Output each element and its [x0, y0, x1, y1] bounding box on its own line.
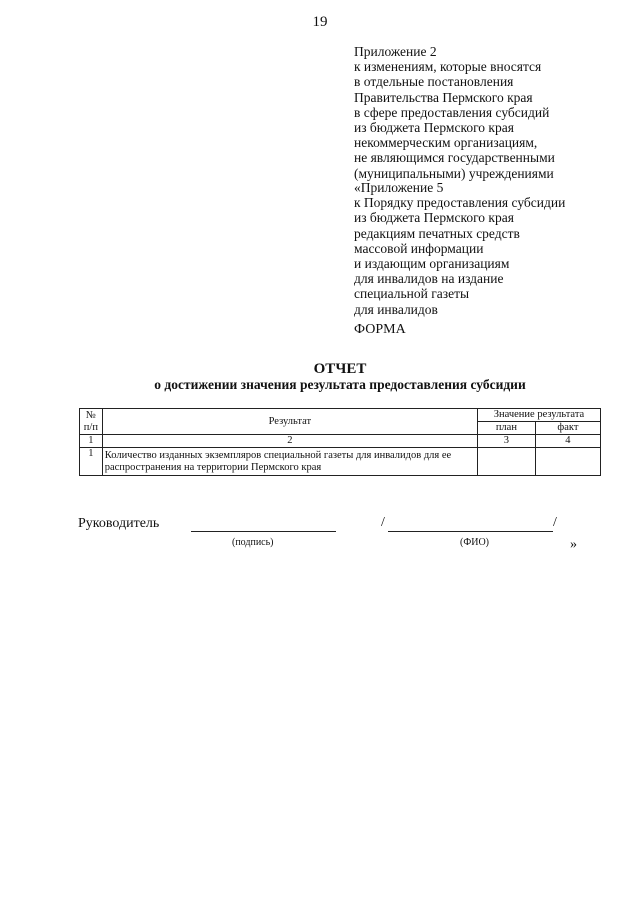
appendix-5-line: для инвалидов	[354, 301, 438, 317]
appendix-5-line: специальной газеты	[354, 286, 470, 302]
appendix-5-line: к Порядку предоставления субсидии	[354, 195, 566, 211]
appendix-2-line: Правительства Пермского края	[354, 89, 533, 105]
column-number: 4	[535, 435, 600, 448]
header-value-group: Значение результата	[477, 409, 600, 422]
appendix-2-line: не являющимся государственными	[354, 150, 555, 166]
column-number: 2	[102, 435, 477, 448]
name-slash-left: /	[381, 515, 385, 530]
table-row	[80, 448, 601, 476]
header-number: № п/п	[80, 409, 103, 435]
table-header-row	[80, 409, 601, 422]
appendix-2-line: из бюджета Пермского края	[354, 120, 514, 136]
appendix-2-line: в отдельные постановления	[354, 74, 514, 90]
report-table	[79, 408, 601, 476]
column-number: 1	[80, 435, 103, 448]
row-plan-cell	[477, 448, 535, 476]
row-fact-cell	[535, 448, 600, 476]
appendix-2-line: в сфере предоставления субсидий	[354, 104, 550, 120]
header-result: Результат	[102, 409, 477, 435]
table-column-number-row	[80, 435, 601, 448]
signature-line	[191, 531, 336, 532]
appendix-2-line: некоммерческим организациям,	[354, 135, 538, 151]
appendix-2-line: Приложение 2	[354, 44, 437, 59]
column-number: 3	[477, 435, 535, 448]
header-fact: факт	[535, 422, 600, 435]
name-slash-right: /	[553, 515, 557, 530]
appendix-5-line: для инвалидов на издание	[354, 271, 504, 287]
closing-quote: »	[570, 537, 577, 552]
name-line	[388, 531, 553, 532]
appendix-5-line: «Приложение 5	[354, 180, 444, 195]
appendix-5-line: редакциям печатных средств	[354, 225, 520, 241]
appendix-5-line: и издающим организациям	[354, 256, 510, 272]
appendix-2-line: (муниципальными) учреждениями	[354, 165, 554, 181]
row-number-cell: 1	[80, 448, 103, 476]
page-number: 19	[312, 14, 328, 30]
signature-caption: (подпись)	[232, 537, 274, 548]
row-result-cell: Количество изданных экземпляров специальной газеты для инвалидов для ее распространения на территории Пермского края	[102, 448, 477, 476]
report-title: ОТЧЕТ	[313, 361, 367, 377]
name-caption: (ФИО)	[460, 537, 490, 548]
appendix-2-line: к изменениям, которые вносятся	[354, 59, 542, 75]
appendix-2-block	[354, 44, 555, 181]
report-subtitle: о достижении значения результата предоставления субсидии	[154, 377, 526, 392]
appendix-5-line: из бюджета Пермского края	[354, 210, 514, 226]
appendix-5-line: массовой информации	[354, 240, 484, 256]
signature-role-label: Руководитель	[78, 516, 160, 531]
header-plan: план	[477, 422, 535, 435]
appendix-5-block	[354, 180, 565, 317]
form-label: ФОРМА	[354, 322, 406, 337]
